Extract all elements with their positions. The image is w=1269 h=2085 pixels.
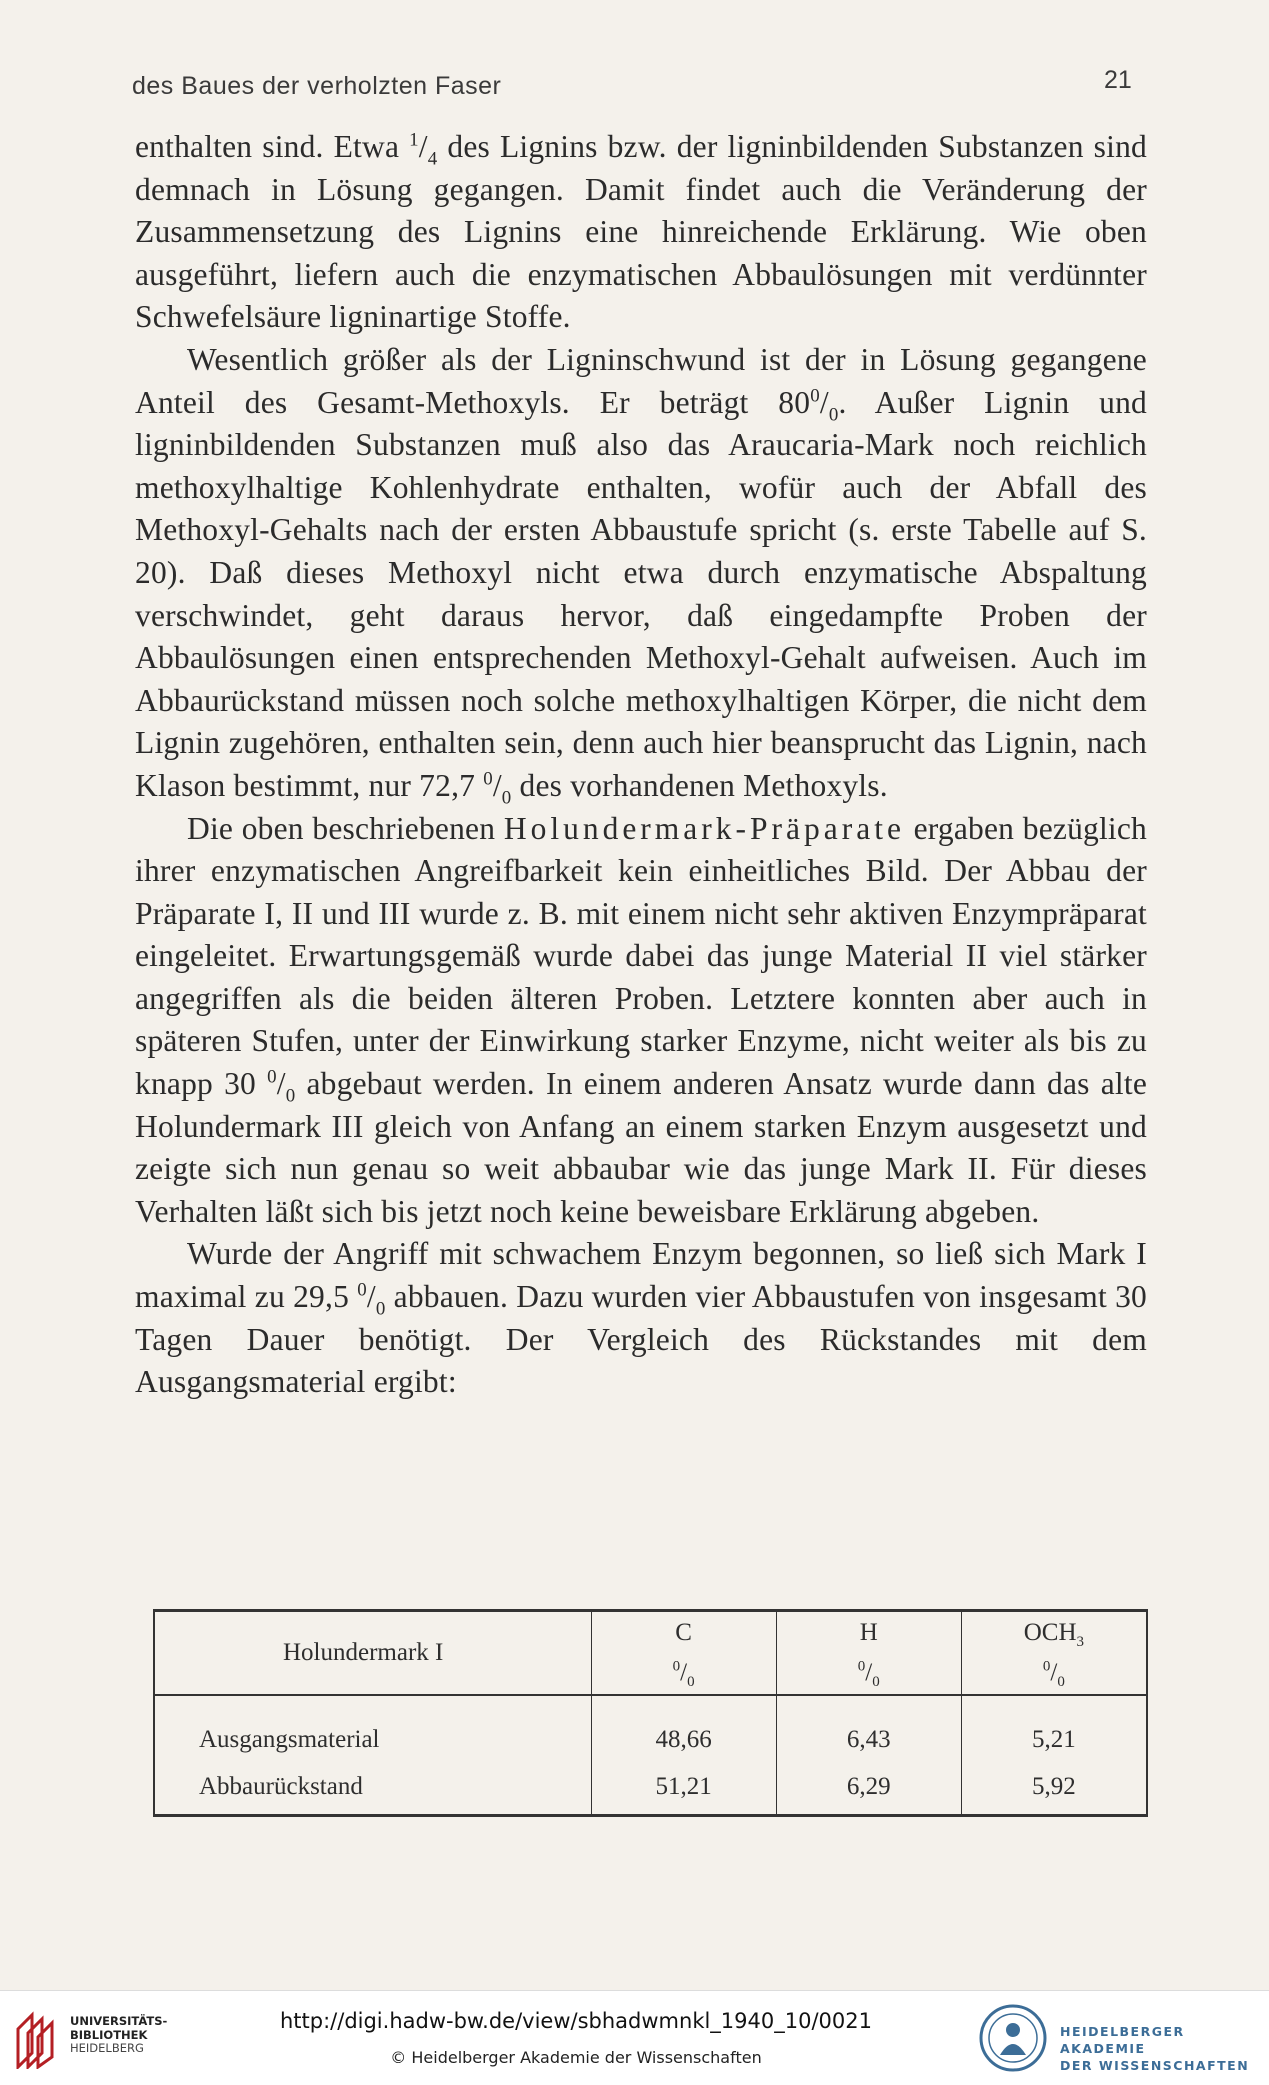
spaced-emphasis: Holundermark-Präparate xyxy=(503,810,905,846)
column-header-h: H $^0/_0$ xyxy=(776,1611,961,1696)
page-number: 21 xyxy=(1104,66,1132,94)
table-cell: 51,21 xyxy=(591,1763,776,1816)
percent-sub: 0 xyxy=(501,787,512,809)
paragraph-4: Wurde der Angriff mit schwachem Enzym begonnen, so ließ sich Mark I maximal zu 29,5 $^0/_0$ abbauen. Dazu wurden vier Abbaustufen von insgesamt 30 Tagen Dauer benötigt. Der Vergleich des Rückstandes mit dem Ausgangsmaterial ergibt: xyxy=(135,1236,1147,1400)
row-label: Ausgangsmaterial xyxy=(199,1725,380,1753)
percent-slash: / xyxy=(819,384,829,420)
fraction-numerator: 1 xyxy=(409,129,419,151)
percent-sub: 0 xyxy=(375,1298,386,1320)
column-header-c: C $^0/_0$ xyxy=(591,1611,776,1696)
table-cell: 5,21 xyxy=(961,1695,1147,1763)
running-title: des Baues der verholzten Faser xyxy=(132,72,502,100)
table-row xyxy=(154,1695,1147,1763)
university-library-logo[interactable] xyxy=(12,2007,168,2069)
row-label: Abbaurückstand xyxy=(199,1772,363,1800)
academy-logo[interactable] xyxy=(978,2003,1268,2075)
table-cell: 6,29 xyxy=(776,1763,961,1816)
table-cell: 5,92 xyxy=(961,1763,1147,1816)
percent-sup: 0 xyxy=(267,1066,277,1088)
university-library-logo-text: UNIVERSITÄTS- BIBLIOTHEK HEIDELBERG xyxy=(70,2014,168,2055)
paragraph-2: Wesentlich größer als der Ligninschwund ist der in Lösung gegangene Anteil des Gesamt-Methoxyls. Er beträgt $80^0/_0$. Außer Lignin und ligninbildenden Substanzen muß also das Araucaria-Mark noch reichlich methoxylhaltige Kohlenhydrate enthalten, wofür auch der Abfall des Methoxyl-Gehalts nach der ersten Abbaustufe spricht (s. erste Tabelle auf S. 20). Daß dieses Methoxyl nicht etwa durch enzymatische Abspaltung verschwindet, geht daraus hervor, daß eingedampfte Proben der Abbaulösungen einen entsprechenden Methoxyl-Gehalt aufweisen. Auch im Abbaurückstand müssen noch solche methoxylhaltigen Körper, die nicht dem Lignin zugehören, enthalten sein, denn auch hier beansprucht das Lignin, nach Klason bestimmt, nur 72,7 $^0/_0$ des vorhandenen Methoxyls. xyxy=(135,341,1147,809)
percent-slash: / xyxy=(366,1279,376,1315)
university-library-logo-icon xyxy=(12,2009,60,2069)
academy-seal-icon xyxy=(978,2003,1048,2073)
copyright-notice: © Heidelberger Akademie der Wissenschaften xyxy=(390,2048,762,2067)
fraction-slash: / xyxy=(418,129,428,164)
percent-slash: / xyxy=(492,767,502,803)
viewer-footer xyxy=(0,1990,1269,2085)
composition-table xyxy=(153,1609,1148,1817)
paragraph-3: Die oben beschriebenen Holundermark-Präparate ergaben bezüglich ihrer enzymatischen Angreifbarkeit kein einheitliches Bild. Der Abbau der Präparate I, II und III wurde z. B. mit einem nicht sehr aktiven Enzympräparat eingeleitet. Erwartungsgemäß wurde dabei das junge Material II viel stärker angegriffen als die beiden älteren Proben. Letztere konnten aber auch in späteren Stufen, unter der Einwirkung starker Enzyme, nicht weiter als bis zu knapp 30 $^0/_0$ abgebaut werden. In einem anderen Ansatz wurde dann das alte Holundermark III gleich von Anfang an einem starken Enzym ausgesetzt und zeigte sich nun genau so weit abbaubar wie das junge Mark II. Für dieses Verhalten läßt sich bis jetzt noch keine beweisbare Erklärung abgeben. xyxy=(135,810,1148,1229)
percent-sup: 0 xyxy=(357,1279,367,1301)
paragraph-1: enthalten sind. Etwa $^1/_4$ des Lignins bzw. der ligninbildenden Substanzen sind demnach in Lösung gegangen. Damit findet auch die Veränderung der Zusammensetzung des Lignins eine hinreichende Erklärung. Wie oben ausgeführt, liefern auch die enzymatischen Abbaulösungen mit verdünnter Schwefelsäure ligninartige Stoffe. xyxy=(135,129,1147,335)
percent-sup: 0 xyxy=(483,768,493,790)
source-url-link[interactable]: http://digi.hadw-bw.de/view/sbhadwmnkl_1940_10/0021 xyxy=(279,2009,872,2033)
fraction-denominator: 4 xyxy=(427,148,438,170)
table-header-row xyxy=(154,1611,1147,1696)
table-cell: 6,43 xyxy=(776,1695,961,1763)
column-header-och3: $OCH_3$ $^0/_0$ xyxy=(961,1611,1147,1696)
body-text xyxy=(135,126,1147,1404)
table-cell: 48,66 xyxy=(591,1695,776,1763)
table-header-label: Holundermark I xyxy=(154,1611,591,1696)
table-row xyxy=(154,1763,1147,1816)
academy-logo-text: HEIDELBERGER AKADEMIE DER WISSENSCHAFTEN xyxy=(1060,2024,1250,2073)
percent-slash: / xyxy=(276,1066,286,1102)
percent-sub: 0 xyxy=(285,1085,296,1107)
percent-sub: 0 xyxy=(828,403,839,425)
percent-sup: 0 xyxy=(810,385,820,407)
